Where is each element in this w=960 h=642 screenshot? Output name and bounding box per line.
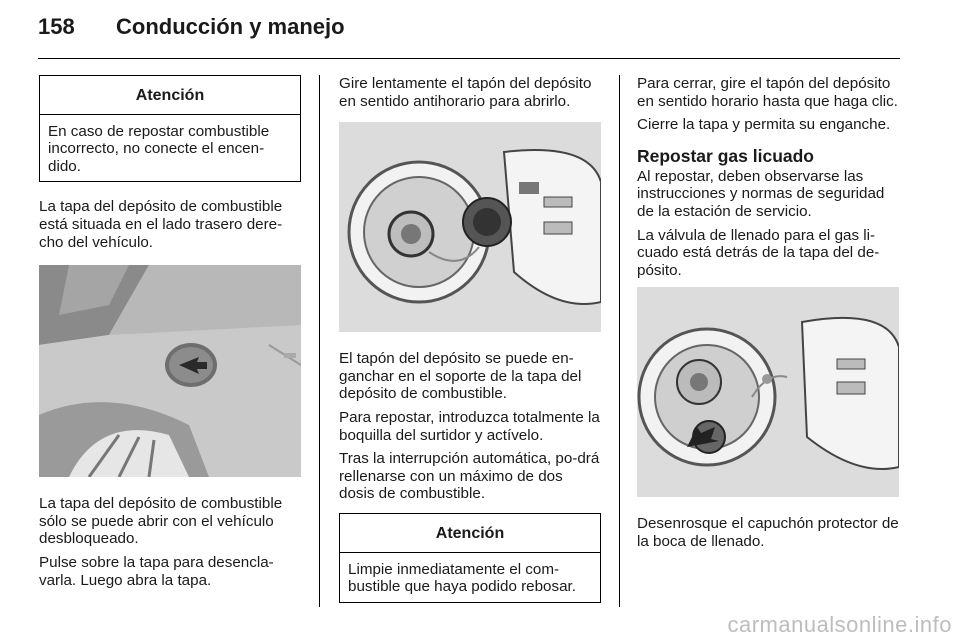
paragraph: Gire lentamente el tapón del depósito en sentido antihorario para abrirlo. (339, 75, 592, 110)
attention-text: En caso de repostar combustible incorrecto, no conecte el encen-dido. (48, 122, 270, 175)
watermark: carmanualsonline.info (727, 612, 952, 637)
attention-text: Limpie inmediatamente el com-bustible que haya podido rebosar. (348, 560, 576, 596)
paragraph: La tapa del depósito de combustible sólo se puede abrir con el vehículo desbloqueado. (39, 495, 283, 548)
paragraph: Tras la interrupción automática, po-drá rellenarse con un máximo de dos dosis de combustible. (339, 450, 600, 503)
column-1 (39, 75, 301, 595)
paragraph: Al repostar, deben observarse las instrucciones y normas de seguridad de la estación de servicio. (637, 167, 885, 220)
page-number: 158 (38, 14, 75, 39)
figure-fuel-door-location (39, 265, 301, 477)
paragraph: Para repostar, introduzca totalmente la boquilla del surtidor y actívelo. (339, 408, 600, 444)
paragraph: La válvula de llenado para el gas li-cuado está detrás de la tapa del de-pósito. (637, 226, 880, 279)
paragraph: Desenrosque el capuchón protector de la boca de llenado. (637, 515, 899, 550)
paragraph: Cierre la tapa y permita su enganche. (637, 116, 891, 134)
attention-box-2 (339, 513, 601, 603)
section-heading: Repostar gas licuado (637, 145, 814, 166)
attention-heading: Atención (340, 514, 600, 553)
header-rule (38, 58, 900, 59)
column-3 (637, 75, 899, 557)
paragraph: La tapa del depósito de combustible está situada en el lado trasero dere-cho del vehículo. (39, 198, 283, 251)
page-header (38, 14, 345, 50)
paragraph: Para cerrar, gire el tapón del depósito en sentido horario hasta que haga clic. (637, 75, 898, 110)
column-2 (339, 75, 601, 619)
page-title: Conducción y manejo (116, 14, 345, 39)
figure-lpg-valve (637, 287, 899, 497)
paragraph: El tapón del depósito se puede en-ganchar en el soporte de la tapa del depósito de combustible. (339, 350, 582, 403)
column-divider-1 (319, 75, 320, 607)
attention-heading: Atención (40, 76, 300, 115)
column-divider-2 (619, 75, 620, 607)
attention-box-1 (39, 75, 301, 182)
paragraph: Pulse sobre la tapa para desencla-varla. Luego abra la tapa. (39, 553, 274, 589)
figure-fuel-cap-open (339, 122, 601, 332)
